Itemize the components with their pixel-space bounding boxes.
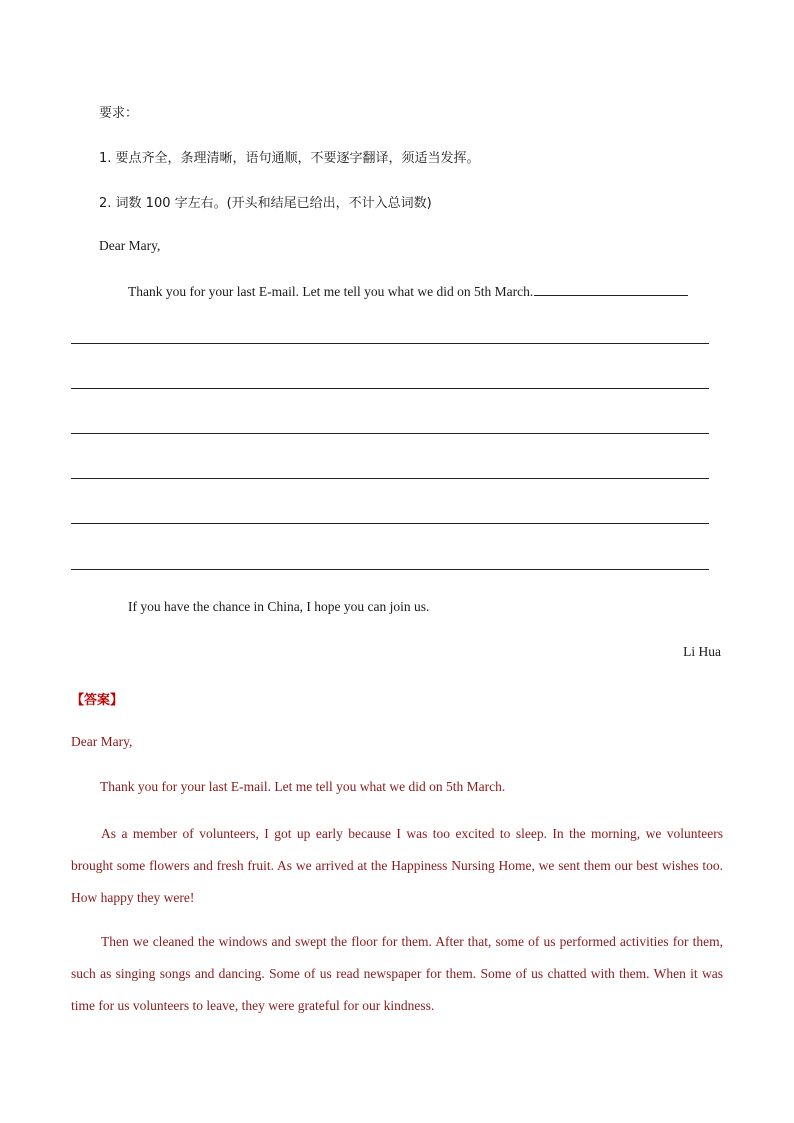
writing-line-5 [71, 523, 709, 524]
writing-blank-inline [534, 283, 688, 296]
requirement-item-1: 1. 要点齐全，条理清晰，语句通顺，不要逐字翻译，须适当发挥。 [99, 151, 480, 166]
writing-line-4 [71, 478, 709, 479]
letter-greeting: Dear Mary, [99, 238, 161, 253]
answer-label: 【答案】 [71, 693, 124, 708]
answer-paragraph-1 [71, 818, 723, 914]
answer-paragraph-2 [71, 926, 723, 1022]
answer-paragraph-1-text: As a member of volunteers, I got up early because I was too excited to sleep. In the morning, we volunteers brought some flowers and fresh fruit. As we arrived at the Happiness Nursing Home, we sent them our best wishes too. How happy they were! [71, 826, 723, 905]
answer-greeting: Dear Mary, [71, 734, 133, 749]
letter-opening: Thank you for your last E-mail. Let me tell you what we did on 5th March. [128, 284, 534, 299]
requirement-item-2: 2. 词数 100 字左右。(开头和结尾已给出，不计入总词数) [99, 196, 432, 211]
writing-line-6 [71, 569, 709, 570]
writing-line-2 [71, 388, 709, 389]
answer-opening: Thank you for your last E-mail. Let me tell you what we did on 5th March. [100, 779, 506, 794]
answer-paragraph-2-text: Then we cleaned the windows and swept the floor for them. After that, some of us performed activities for them, such as singing songs and dancing. Some of us read newspaper for them. Some of us chatted with them. When it was time for us volunteers to leave, they were grateful for our kindness. [71, 934, 723, 1013]
letter-opening-line [128, 283, 688, 300]
requirements-heading: 要求： [99, 106, 139, 121]
letter-closing: If you have the chance in China, I hope you can join us. [128, 599, 430, 614]
writing-line-1 [71, 343, 709, 344]
letter-signature: Li Hua [683, 644, 721, 659]
writing-line-3 [71, 433, 709, 434]
